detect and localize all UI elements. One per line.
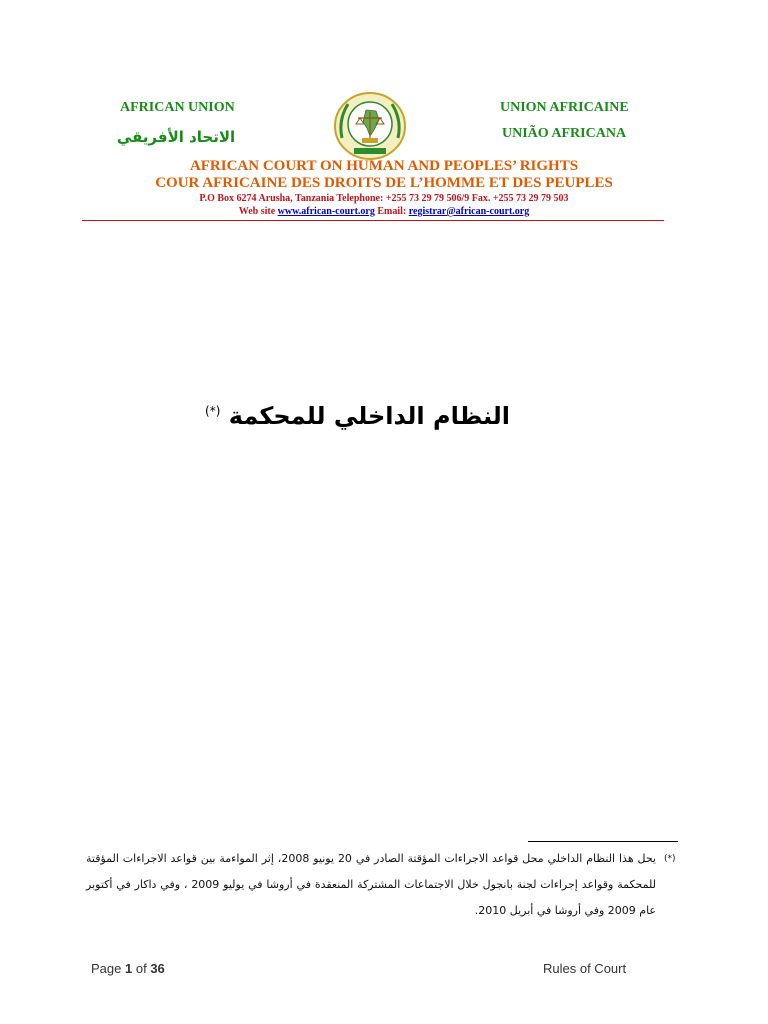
court-name-french: COUR AFRICAINE DES DROITS DE L’HOMME ET DES PEUPLES bbox=[155, 175, 613, 191]
title-footnote-marker: (*) bbox=[205, 404, 221, 418]
email-link[interactable]: registrar@african-court.org bbox=[408, 206, 530, 217]
au-name-french: UNION AFRICAINE bbox=[500, 100, 629, 115]
website-label: Web site bbox=[238, 206, 276, 217]
court-address: P.O Box 6274 Arusha, Tanzania Telephone: +255 73 29 79 506/9 Fax. +255 73 29 79 503 bbox=[199, 193, 569, 204]
contact-line bbox=[100, 206, 668, 217]
page-current: 1 bbox=[125, 961, 133, 976]
title-text: النظام الداخلي للمحكمة bbox=[228, 402, 510, 430]
footnote-separator bbox=[528, 841, 678, 842]
au-name-portuguese: UNIÃO AFRICANA bbox=[502, 126, 627, 141]
footnote-marker: (*) bbox=[664, 854, 676, 864]
email-label: Email: bbox=[377, 206, 407, 217]
au-name-arabic: الاتحاد الأفريقي bbox=[116, 128, 236, 146]
court-name-english: AFRICAN COURT ON HUMAN AND PEOPLES’ RIGHTS bbox=[189, 158, 579, 174]
page-number bbox=[91, 961, 165, 976]
header-divider bbox=[82, 220, 664, 221]
footnote-text: يحل هذا النظام الداخلي محل قواعد الاجراءات المؤقتة الصادر في 20 يونيو 2008، إثر المواءمة بين قواعد الاجراءات المؤقتة للمحكمة وقواعد إجراءات لجنة بانجول خلال الاجتماعات المشتركة المنعقدة في أروشا في يوليو 2009 ، وفي داكار في أكتوبر عام 2009 وفي أروشا في أبريل 2010. bbox=[86, 852, 656, 917]
au-name-english: AFRICAN UNION bbox=[120, 100, 235, 115]
page-label: Page bbox=[91, 961, 122, 976]
page-of: of bbox=[135, 961, 147, 976]
website-link[interactable]: www.african-court.org bbox=[277, 206, 375, 217]
page-total: 36 bbox=[150, 961, 165, 976]
document-name: Rules of Court bbox=[543, 961, 627, 976]
document-title bbox=[180, 402, 510, 430]
court-emblem-icon bbox=[332, 90, 408, 162]
